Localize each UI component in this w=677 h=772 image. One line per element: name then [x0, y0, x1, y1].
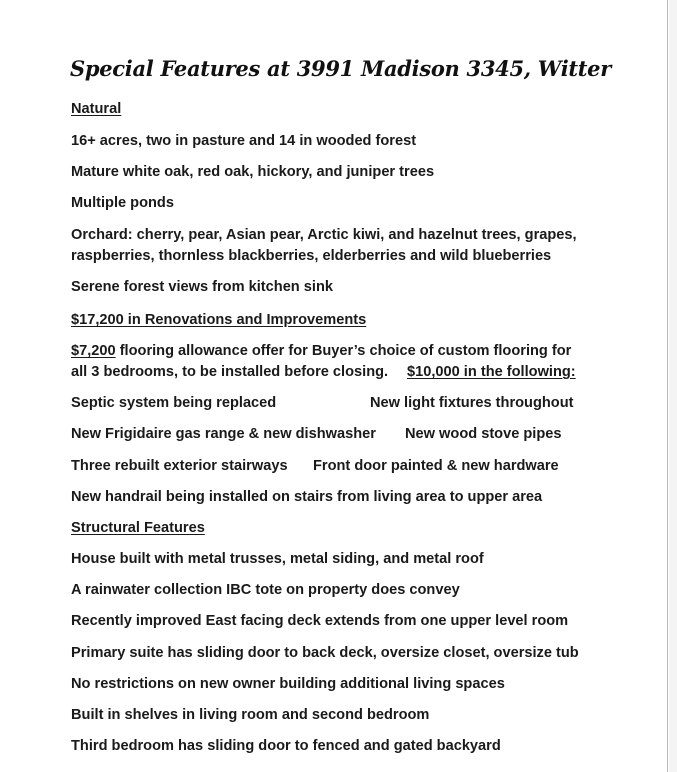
- flooring-line-2: [71, 364, 388, 380]
- natural-item: raspberries, thornless blackberries, elderberries and wild blueberries: [71, 248, 552, 264]
- flooring-text: flooring allowance offer for Buyer’s choice of custom flooring for: [115, 343, 572, 359]
- improvement-item: New Frigidaire gas range & new dishwasher: [71, 426, 376, 442]
- flooring-line-1: [71, 343, 571, 359]
- natural-item: Serene forest views from kitchen sink: [71, 279, 333, 295]
- viewer-margin: [669, 0, 677, 772]
- improvement-item: Front door painted & new hardware: [313, 458, 559, 474]
- section-heading-natural: Natural: [71, 101, 122, 117]
- section-heading-renovations: $17,200 in Renovations and Improvements: [71, 312, 367, 328]
- flooring-amount: $7,200: [71, 343, 116, 359]
- structural-item: Built in shelves in living room and second bedroom: [71, 707, 430, 723]
- natural-item: Orchard: cherry, pear, Asian pear, Arctic kiwi, and hazelnut trees, grapes,: [71, 227, 577, 243]
- improvement-item: New wood stove pipes: [405, 426, 562, 442]
- improvement-item: Septic system being replaced: [71, 395, 277, 411]
- structural-item: Primary suite has sliding door to back deck, oversize closet, oversize tub: [71, 645, 579, 661]
- structural-item: Recently improved East facing deck extends from one upper level room: [71, 613, 569, 629]
- improvement-item: Three rebuilt exterior stairways: [71, 458, 288, 474]
- improvement-item: New handrail being installed on stairs from living area to upper area: [71, 489, 543, 505]
- improvement-item: New light fixtures throughout: [370, 395, 574, 411]
- page-title: Special Features at 3991 Madison 3345, Witter: [70, 56, 612, 81]
- structural-item: No restrictions on new owner building additional living spaces: [71, 676, 505, 692]
- section-heading-structural: Structural Features: [71, 520, 205, 536]
- flooring-text: all 3 bedrooms, to be installed before closing.: [71, 364, 389, 380]
- structural-item: Third bedroom has sliding door to fenced and gated backyard: [71, 738, 501, 754]
- following-label: $10,000 in the following:: [407, 364, 576, 380]
- structural-item: House built with metal trusses, metal siding, and metal roof: [71, 551, 484, 567]
- natural-item: Mature white oak, red oak, hickory, and juniper trees: [71, 164, 435, 180]
- natural-item: Multiple ponds: [71, 195, 174, 211]
- natural-item: 16+ acres, two in pasture and 14 in wooded forest: [71, 133, 417, 149]
- structural-item: A rainwater collection IBC tote on property does convey: [71, 582, 460, 598]
